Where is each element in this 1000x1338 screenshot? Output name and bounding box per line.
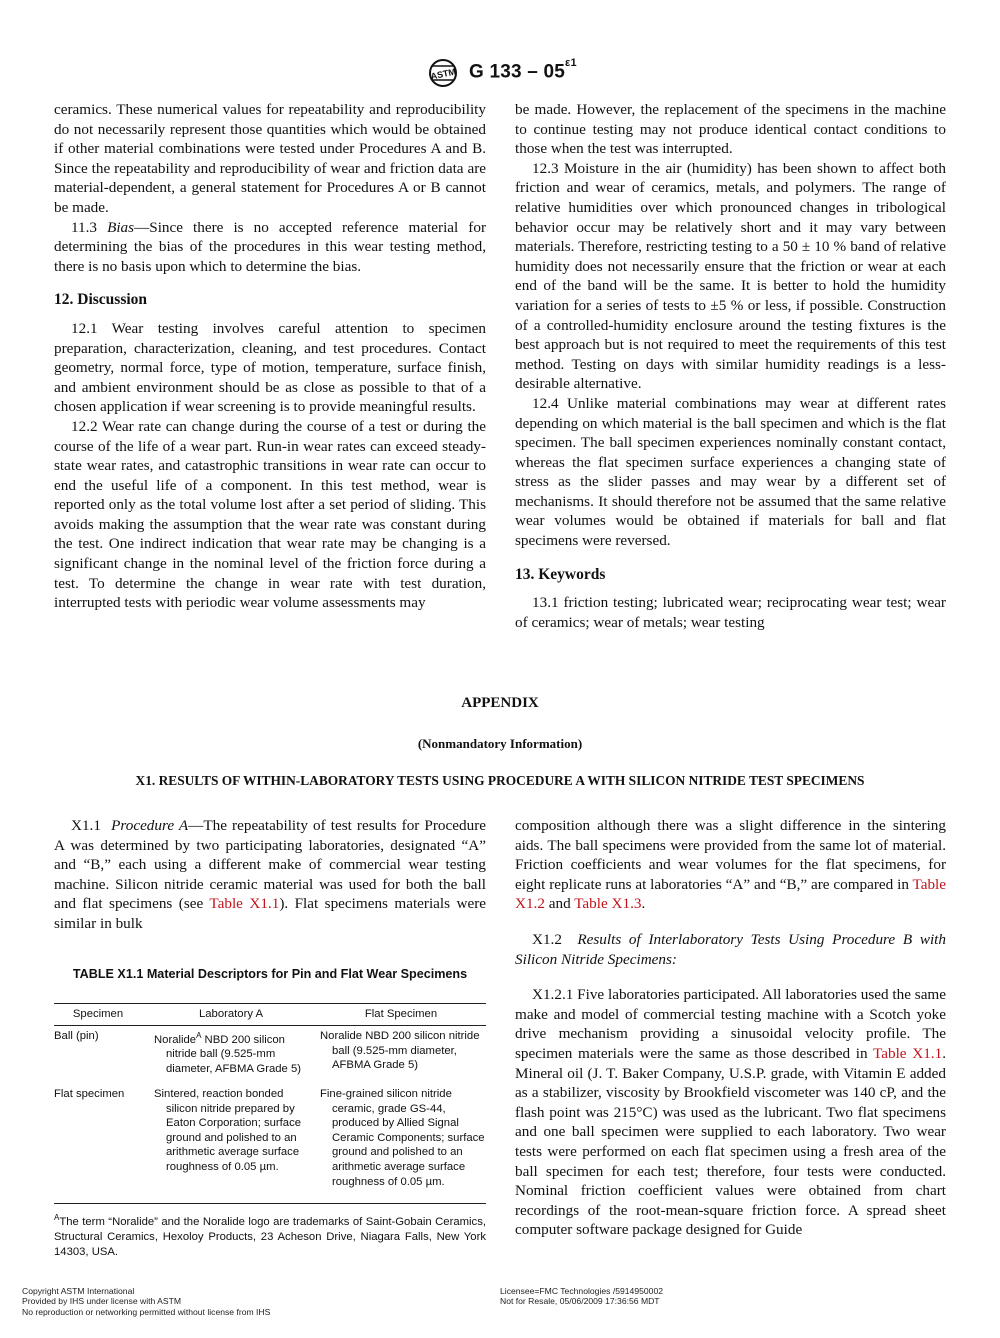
and-text: and xyxy=(544,895,575,913)
footer-line: Licensee=FMC Technologies /5914950002 xyxy=(500,1286,663,1296)
x1-2-1-text: X1.2.1 Five laboratories participated. All laboratories used the same make and model of commercial testing machine with a Scotch yoke drive mechanism providing a sinusoidal velocity profile. The specimen materials were the same as those described in xyxy=(515,986,946,1062)
cell-specimen-flat: Flat specimen xyxy=(54,1088,125,1100)
paragraph-composition xyxy=(515,816,946,914)
table-x1-1-link[interactable]: Table X1.1 xyxy=(209,895,280,913)
section-heading-discussion: 12. Discussion xyxy=(54,291,148,309)
appendix-right-column xyxy=(515,816,946,1240)
table-x1-1-link[interactable]: Table X1.1 xyxy=(873,1044,943,1062)
period-text: . xyxy=(641,895,646,913)
paragraph-12-2: 12.2 Wear rate can change during the course of a test or during the course of the life of a wear part. Run-in wear rates can exceed steady-state wear rates, and catastrophic transitions in wear rate can occur to end the useful life of a component. In this test method, wear is reported only as the total volume lost after a set period of sliding. This avoids making the assumption that the wear rate was constant during the test. One indirect indication that wear rate may be changing is a significant change in the nominal level of the friction force during a test. To determine the change in wear rate with test duration, interrupted tests with periodic wear volume assessments may xyxy=(54,417,486,612)
header-laboratory-a: Laboratory A xyxy=(198,1008,264,1020)
bias-heading: Bias xyxy=(107,218,135,236)
footnote-marker: A xyxy=(54,1213,60,1222)
table-x1-3-link[interactable]: Table X1.3 xyxy=(574,895,642,913)
appendix-subtitle: (Nonmandatory Information) xyxy=(417,736,583,751)
noralide-word: Noralide xyxy=(154,1033,197,1046)
x1-1-text: —The repeatability of test results for Procedure A was determined by two participating laboratories, designated “A” and “B,” each using a different make of commercial wear testing machine. Silicon nitride ceramic material was used for both the ball and flat specimens (see xyxy=(54,817,486,913)
section-number: X1.1 xyxy=(71,817,101,834)
footer-line: Provided by IHS under license with ASTM xyxy=(22,1296,182,1307)
table-footnote xyxy=(54,1210,486,1260)
paragraph-ceramics: ceramics. These numerical values for repeatability and reproducibility do not necessarily represent those quantities which would be obtained if other material combinations were tested under Procedures A and B. Since the repeatability and reproducibility of wear and friction data are material-dependent, a general statement for Procedures A or B cannot be made. xyxy=(54,101,486,216)
epsilon-superscript: ε1 xyxy=(565,57,577,69)
cell-flat-ball xyxy=(320,1029,486,1073)
paragraph-12-3: 12.3 Moisture in the air (humidity) has been shown to affect both friction and wear of ceramics, metals, and polymers. The range of relative humidities over which pronounced changes in tribological behavior occur may be relatively short and it may vary between materials. Therefore, restricting testing to a 50 ± 10 % band of relative humidity does not necessarily ensure that the friction or wear at each end of the band will be the same. It is better to hold the humidity variation for a series of tests to ±5 % or less, if possible. Construction of a controlled-humidity enclosure around the testing fixtures is the best approach but is not required to meet the requirements of this test method. Testing on days with similar humidity readings is a less-desirable alternative. xyxy=(515,159,946,393)
table-caption: TABLE X1.1 Material Descriptors for Pin and Flat Wear Specimens xyxy=(72,967,468,981)
svg-text:ASTM: ASTM xyxy=(429,66,457,82)
table-rule-header xyxy=(54,1025,486,1026)
paragraph-12-4: 12.4 Unlike material combinations may wear at different rates depending on which material is the ball specimen and which is the flat specimen. The ball specimen experiences nominally constant contact, whereas the flat specimen surface experiences a changing state of stress as the slider passes and may wear by a different set of mechanisms. It should therefore not be assumed that the same relative wear volumes would be obtained if materials for ball and flat specimens were reversed. xyxy=(515,394,946,550)
section-heading-keywords: 13. Keywords xyxy=(515,565,606,583)
paragraph-bias xyxy=(54,218,486,277)
paragraph-continuation: be made. However, the replacement of the specimens in the machine to continue testing may not produce identical contact conditions to those when the test was interrupted. xyxy=(515,101,946,158)
paragraph-x1-2 xyxy=(515,930,946,969)
section-number: X1.2 xyxy=(532,930,562,948)
cell-specimen-ball: Ball (pin) xyxy=(54,1030,99,1042)
bias-text: —Since there is no accepted reference material for determining the bias of the procedures in this wear testing method, there is no basis upon which to determine the bias. xyxy=(54,218,486,275)
x1-2-heading: Results of Interlaboratory Tests Using Procedure B with Silicon Nitride Specimens: xyxy=(515,930,946,968)
composition-text: composition although there was a slight difference in the sintering aids. The ball specimens were provided from the same lot of material. Friction coefficients and wear volumes for the flat specimens, for eight replicate runs at laboratories “A” and “B,” are compared in xyxy=(515,817,946,893)
x1-1-text-end: ). Flat specimens materials were similar in bulk xyxy=(54,895,487,932)
lab-a-flat-text: Sintered, reaction bonded silicon nitride prepared by Eaton Corporation; surface ground and polished to an arithmetic average surface roughness of 0.05 µm. xyxy=(154,1088,302,1173)
paragraph-12-1: 12.1 Wear testing involves careful attention to specimen preparation, characterization, cleaning, and test procedures. Contact geometry, normal force, type of motion, temperature, surface finish, and ambient environment should be as close as possible to that of a chosen application if wear screening is to provide meaningful results. xyxy=(54,319,486,416)
x1-section-title: X1. RESULTS OF WITHIN-LABORATORY TESTS USING PROCEDURE A WITH SILICON NITRIDE TEST SPECIMENS xyxy=(135,773,865,788)
right-column xyxy=(515,100,946,632)
flat-flat-text: Fine-grained silicon nitride ceramic, grade GS-44, produced by Allied Signal Ceramic Components; surface ground and polished to an arithmetic average surface roughness of 0.05 µm. xyxy=(320,1088,485,1188)
table-x1-2-link[interactable]: Table X1.2 xyxy=(515,875,946,913)
lab-a-ball-text xyxy=(154,1029,316,1077)
footer-line: Not for Resale, 05/06/2009 17:36:56 MDT xyxy=(500,1296,660,1307)
designation-text: G 133 – 05 xyxy=(469,61,566,83)
paragraph-13-1: 13.1 friction testing; lubricated wear; reciprocating wear test; wear of ceramics; wear of metals; wear testing xyxy=(515,594,946,631)
appendix-title: APPENDIX xyxy=(461,695,539,711)
footer-line: No reproduction or networking permitted without license from IHS xyxy=(22,1306,271,1317)
page-header xyxy=(0,58,1000,90)
paragraph-x1-1 xyxy=(54,816,486,934)
footer-copyright xyxy=(22,1286,270,1317)
footnote-text: The term “Noralide” and the Noralide logo are trademarks of Saint-Gobain Ceramics, Structural Ceramics, Hexoloy Products, 23 Acheson Drive, Niagara Falls, New York 14303, USA. xyxy=(54,1215,486,1258)
appendix-left-column xyxy=(54,816,486,934)
flat-ball-text: Noralide NBD 200 silicon nitride ball (9.525-mm diameter, AFBMA Grade 5) xyxy=(320,1030,480,1072)
footer-license xyxy=(500,1286,663,1307)
procedure-a-heading: Procedure A xyxy=(111,817,189,834)
x1-2-1-text-end: . Mineral oil (J. T. Baker Company, U.S.P. grade, with Vitamin E added as a stabilizer, viscosity by Brookfield viscometer was 140 cP, and the flash point was 215°C) was used as the lubricant. Two flat specimens and one ball specimen were supplied to each laboratory. Two wear tests were performed on each flat specimen using a fresh area of the ball specimen for each test; therefore, four tests were conducted. Nominal friction coefficient values were obtained from chart recordings of the root-mean-square friction force. A spread sheet computer software package designed for Guide xyxy=(515,1044,946,1239)
paragraph-x1-2-1 xyxy=(515,985,946,1240)
footer-line: Copyright ASTM International xyxy=(22,1286,135,1296)
cell-lab-a-ball xyxy=(154,1029,316,1077)
table-rule-top xyxy=(54,1003,486,1004)
lab-a-ball-rest: NBD 200 silicon nitride ball (9.525-mm diameter, AFBMA Grade 5) xyxy=(166,1033,301,1075)
cell-flat-flat xyxy=(320,1087,486,1189)
header-flat-specimen: Flat Specimen xyxy=(364,1008,438,1020)
header-specimen: Specimen xyxy=(72,1008,124,1020)
section-number: 11.3 xyxy=(71,218,98,236)
table-rule-bottom xyxy=(54,1203,486,1204)
footnote-marker: A xyxy=(196,1031,202,1040)
document-designation xyxy=(469,57,577,83)
left-column xyxy=(54,100,486,613)
astm-logo-icon xyxy=(426,58,460,88)
cell-lab-a-flat xyxy=(154,1087,316,1175)
